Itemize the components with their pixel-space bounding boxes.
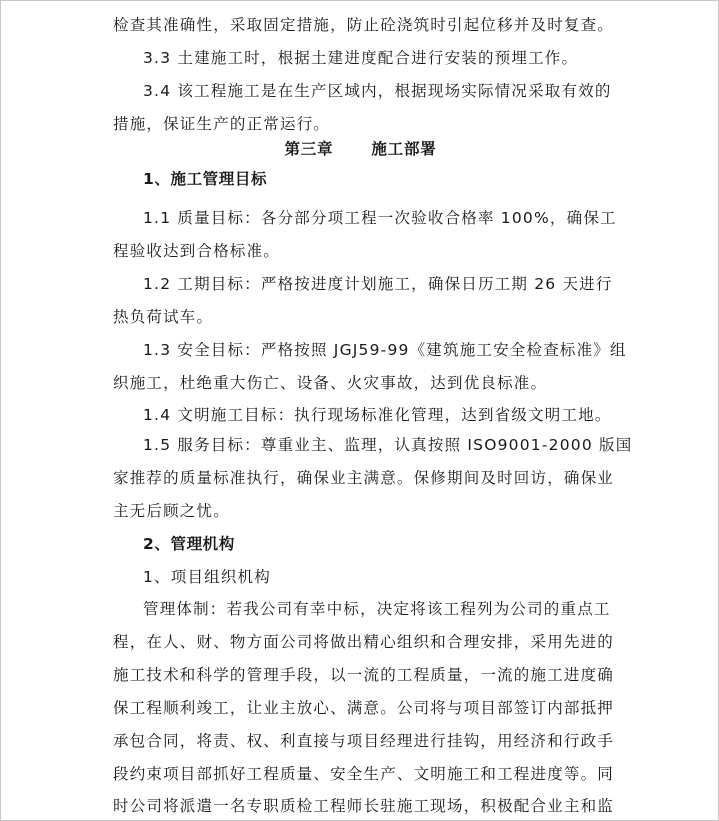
- chapter-heading: [1, 139, 719, 159]
- paragraph-line: 保工程顺利竣工，让业主放心、满意。公司将与项目部签订内部抵押: [113, 699, 615, 717]
- paragraph-line: 措施，保证生产的正常运行。: [113, 115, 331, 133]
- paragraph-line: 时公司将派遣一名专职质检工程师长驻施工现场，积极配合业主和监: [113, 797, 615, 815]
- paragraph-line: 程，在人、财、物方面公司将做出精心组织和合理安排，采用先进的: [113, 633, 615, 651]
- paragraph-line: 1.5 服务目标：尊重业主、监理，认真按照 ISO9001-2000 版国: [143, 436, 633, 454]
- section-heading: 1、施工管理目标: [143, 170, 268, 188]
- paragraph-line: 3.3 土建施工时，根据土建进度配合进行安装的预埋工作。: [143, 49, 579, 67]
- subsection-heading: 1、项目组织机构: [143, 568, 271, 586]
- paragraph-line: 施工技术和科学的管理手段，以一流的工程质量，一流的施工进度确: [113, 666, 615, 684]
- paragraph-line: 承包合同，将责、权、利直接与项目经理进行挂钩，用经济和行政手: [113, 732, 615, 750]
- section-heading: 2、管理机构: [143, 535, 235, 553]
- paragraph-line: 3.4 该工程施工是在生产区域内，根据现场实际情况采取有效的: [143, 82, 612, 100]
- paragraph-line: 织施工，杜绝重大伤亡、设备、火灾事故，达到优良标准。: [113, 374, 548, 392]
- paragraph-line: 1.3 安全目标：严格按照 JGJ59-99《建筑施工安全检查标准》组: [143, 341, 627, 359]
- paragraph-line: 程验收达到合格标准。: [113, 242, 281, 260]
- paragraph-line: 检查其准确性，采取固定措施，防止砼浇筑时引起位移并及时复查。: [113, 16, 615, 34]
- paragraph-line: 1.2 工期目标：严格按进度计划施工，确保日历工期 26 天进行: [143, 275, 613, 293]
- chapter-title: 施工部署: [371, 140, 437, 158]
- paragraph-line: 段约束项目部抓好工程质量、安全生产、文明施工和工程进度等。同: [113, 765, 615, 783]
- paragraph-line: 家推荐的质量标准执行，确保业主满意。保修期间及时回访，确保业: [113, 469, 615, 487]
- paragraph-line: 1.4 文明施工目标：执行现场标准化管理，达到省级文明工地。: [143, 406, 612, 424]
- paragraph-line: 主无后顾之忧。: [113, 502, 230, 520]
- paragraph-line: 管理体制：若我公司有幸中标，决定将该工程列为公司的重点工: [143, 600, 611, 618]
- paragraph-line: 热负荷试车。: [113, 308, 214, 326]
- chapter-number: 第三章: [284, 140, 334, 158]
- paragraph-line: 1.1 质量目标：各分部分项工程一次验收合格率 100%，确保工: [143, 209, 617, 227]
